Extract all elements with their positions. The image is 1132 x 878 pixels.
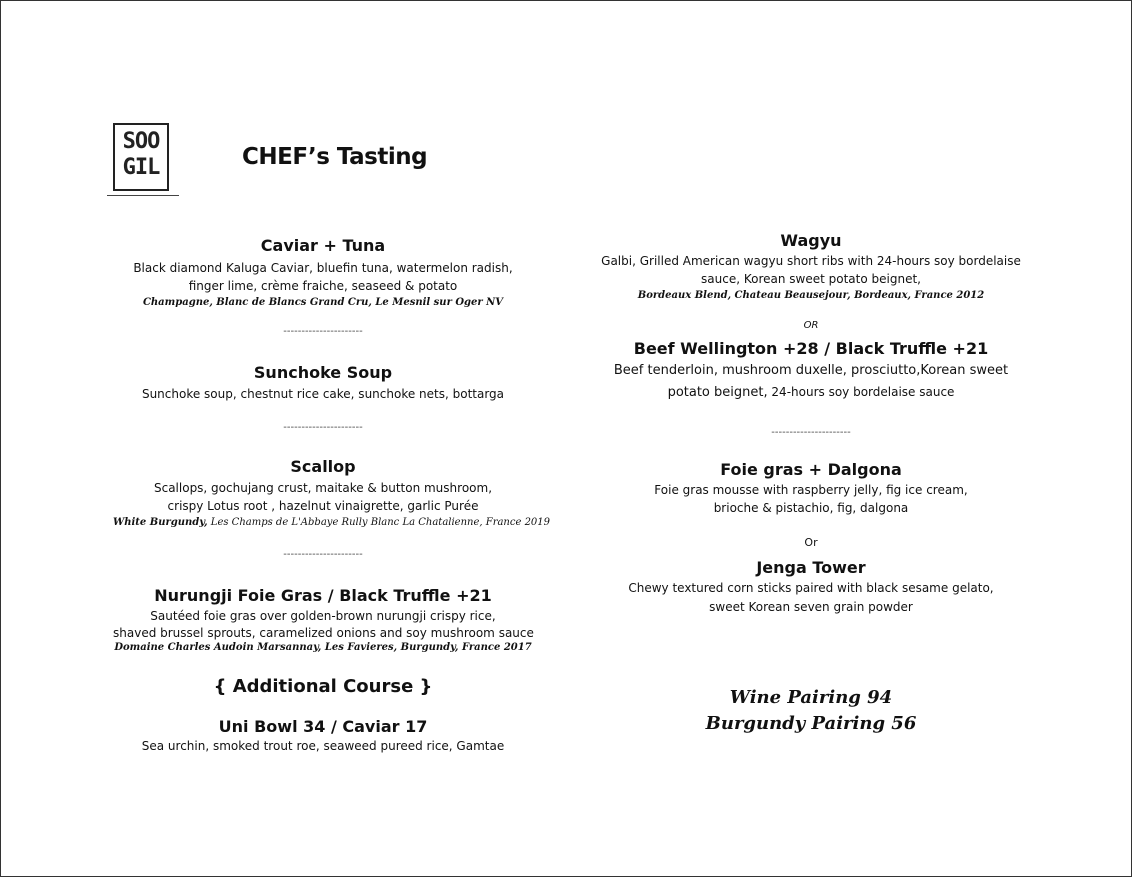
course-foie-wine: Domaine Charles Audoin Marsannay, Les Favieres, Burgundy, France 2017 <box>114 642 532 653</box>
course-scallop-desc-2: crispy Lotus root , hazelnut vinaigrette, garlic Purée <box>167 499 479 513</box>
additional-course-heading: { Additional Course } <box>213 676 433 697</box>
course-wagyu-desc-1: Galbi, Grilled American wagyu short ribs with 24-hours soy bordelaise <box>601 254 1021 268</box>
wine-pairing-price: Wine Pairing 94 <box>729 687 893 708</box>
or-divider: Or <box>804 536 818 549</box>
course-scallop-wine <box>113 517 551 528</box>
course-foie-title: Nurungji Foie Gras / Black Truffle +21 <box>154 586 492 605</box>
course-caviar-desc-1: Black diamond Kaluga Caviar, bluefin tuna, watermelon radish, <box>133 261 513 275</box>
course-caviar-title: Caviar + Tuna <box>260 236 386 255</box>
course-foie-desc-2: shaved brussel sprouts, caramelized onions and soy mushroom sauce <box>113 626 534 640</box>
or-divider: OR <box>803 320 819 331</box>
logo-line-2: GIL <box>122 155 160 180</box>
course-jenga-desc-2: sweet Korean seven grain powder <box>709 600 913 614</box>
course-beef-title: Beef Wellington +28 / Black Truffle +21 <box>633 339 989 358</box>
left-column <box>113 1 551 878</box>
course-soup-desc: Sunchoke soup, chestnut rice cake, sunchoke nets, bottarga <box>141 387 505 401</box>
course-dalgona-desc-1: Foie gras mousse with raspberry jelly, fig ice cream, <box>654 483 968 497</box>
course-uni-title: Uni Bowl 34 / Caviar 17 <box>218 717 428 736</box>
course-wagyu-wine: Bordeaux Blend, Chateau Beausejour, Bordeaux, France 2012 <box>637 290 985 301</box>
course-jenga-title: Jenga Tower <box>756 558 866 577</box>
course-scallop-title: Scallop <box>290 457 356 476</box>
course-caviar-desc-2: finger lime, crème fraiche, seaseed & potato <box>188 279 458 293</box>
course-uni-desc: Sea urchin, smoked trout roe, seaweed pureed rice, Gamtae <box>141 739 505 753</box>
separator: ---------------------- <box>283 422 363 433</box>
course-wagyu-desc-2: sauce, Korean sweet potato beignet, <box>701 272 921 286</box>
scallop-wine-region: White Burgundy, <box>113 517 208 528</box>
separator: ---------------------- <box>283 326 363 337</box>
course-foie-desc-1: Sautéed foie gras over golden-brown nurungji crispy rice, <box>150 609 496 623</box>
beef-desc-2b: 24-hours soy bordelaise sauce <box>767 385 955 399</box>
logo-line-1: SOO <box>122 129 160 154</box>
course-wagyu-title: Wagyu <box>780 231 842 250</box>
separator: ---------------------- <box>283 549 363 560</box>
course-soup-title: Sunchoke Soup <box>253 363 393 382</box>
course-scallop-desc-1: Scallops, gochujang crust, maitake & button mushroom, <box>153 481 493 495</box>
scallop-wine-name: Les Champs de L'Abbaye Rully Blanc La Chatalienne, France 2019 <box>207 517 551 528</box>
burgundy-pairing-price: Burgundy Pairing 56 <box>705 713 917 734</box>
course-caviar-wine: Champagne, Blanc de Blancs Grand Cru, Le Mesnil sur Oger NV <box>142 297 504 308</box>
separator: ---------------------- <box>771 427 851 438</box>
course-dalgona-desc-2: brioche & pistachio, fig, dalgona <box>713 501 909 515</box>
course-beef-desc-1: Beef tenderloin, mushroom duxelle, prosciutto,Korean sweet <box>613 363 1009 378</box>
right-column <box>601 1 1021 878</box>
course-dalgona-title: Foie gras + Dalgona <box>720 460 902 479</box>
course-jenga-desc-1: Chewy textured corn sticks paired with black sesame gelato, <box>628 581 994 595</box>
page-title: CHEF’s Tasting <box>242 144 428 170</box>
course-beef-desc-2 <box>601 385 1021 400</box>
beef-desc-2a: potato beignet, <box>667 385 768 400</box>
